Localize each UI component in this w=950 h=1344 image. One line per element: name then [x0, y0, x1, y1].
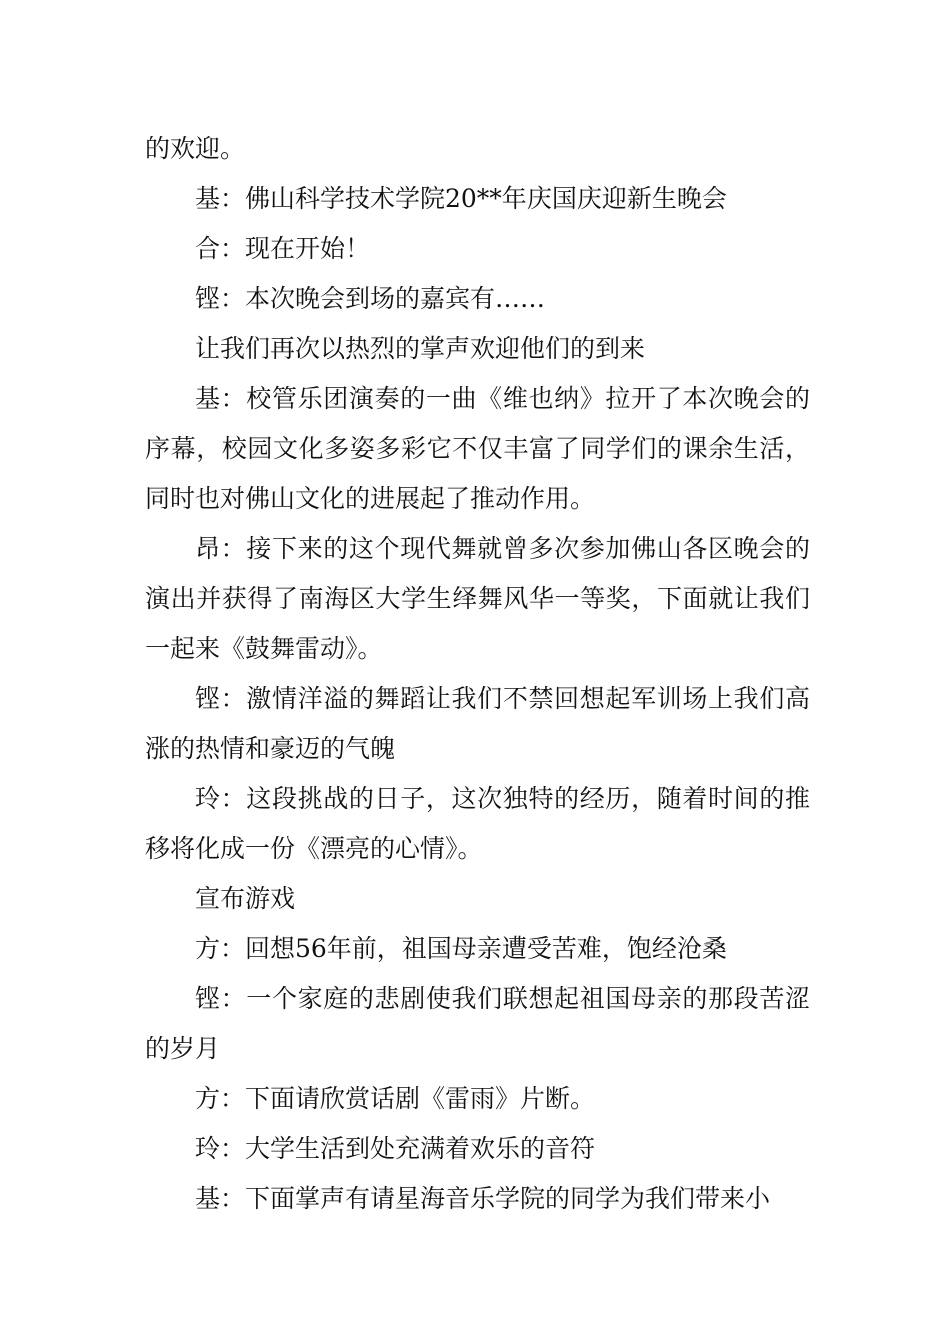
paragraph-10: 宣布游戏 — [195, 884, 296, 913]
paragraph-3: 合：现在开始！ — [195, 234, 371, 263]
document-page — [145, 124, 810, 1224]
paragraph-14: 玲：大学生活到处充满着欢乐的音符 — [195, 1134, 596, 1163]
paragraph-2: 基：佛山科学技术学院20**年庆国庆迎新生晚会 — [195, 184, 727, 213]
paragraph-15: 基：下面掌声有请星海音乐学院的同学为我们带来小 — [195, 1184, 771, 1213]
paragraph-12: 铿：一个家庭的悲剧使我们联想起祖国母亲的那段苦涩的岁月 — [145, 984, 810, 1063]
paragraph-7: 昂：接下来的这个现代舞就曾多次参加佛山各区晚会的演出并获得了南海区大学生绎舞风华一等奖，下面就让我们一起来《鼓舞雷动》。 — [145, 534, 810, 663]
paragraph-1: 的欢迎。 — [145, 134, 246, 163]
paragraph-5: 让我们再次以热烈的掌声欢迎他们的到来 — [195, 334, 646, 363]
paragraph-8: 铿：激情洋溢的舞蹈让我们不禁回想起军训场上我们高涨的热情和豪迈的气魄 — [145, 684, 810, 763]
paragraph-13: 方：下面请欣赏话剧《雷雨》片断。 — [195, 1084, 596, 1113]
paragraph-11: 方：回想56年前，祖国母亲遭受苦难，饱经沧桑 — [195, 934, 727, 963]
paragraph-6: 基：校管乐团演奏的一曲《维也纳》拉开了本次晚会的序幕，校园文化多姿多彩它不仅丰富了同学们的课余生活，同时也对佛山文化的进展起了推动作用。 — [145, 384, 810, 513]
paragraph-9: 玲：这段挑战的日子，这次独特的经历，随着时间的推移将化成一份《漂亮的心情》。 — [145, 784, 810, 863]
paragraph-4: 铿：本次晚会到场的嘉宾有…… — [195, 284, 546, 313]
